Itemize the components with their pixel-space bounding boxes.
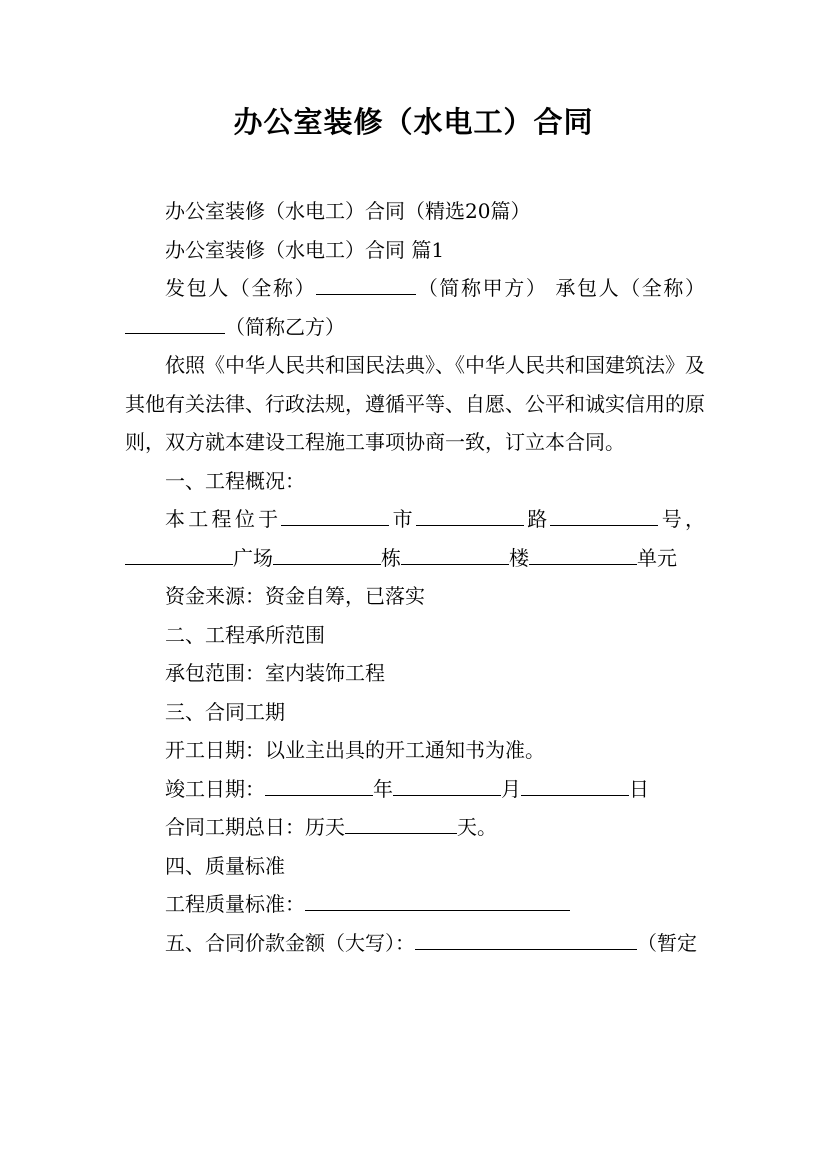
basis-paragraph: 依照《中华人民共和国民法典》、《中华人民共和国建筑法》及其他有关法律、行政法规，遵循平等、自愿、公平和诚实信用的原则，双方就本建设工程施工事项协商一致，订立本合同。 bbox=[125, 353, 705, 454]
section-heading: 办公室装修（水电工）合同 篇1 bbox=[165, 237, 445, 262]
parties-part2: （简称甲方） 承包人（全称） bbox=[416, 276, 706, 300]
completion-year: 年 bbox=[373, 776, 393, 801]
number-blank bbox=[550, 506, 658, 526]
plaza-blank bbox=[125, 545, 233, 565]
price-prefix: 五、合同价款金额（大写）： bbox=[165, 930, 415, 955]
building-blank bbox=[273, 545, 381, 565]
document-body bbox=[125, 192, 705, 962]
location-road: 路 bbox=[523, 507, 551, 531]
funding-line: 资金来源：资金自筹，已落实 bbox=[165, 584, 425, 608]
subtitle: 办公室装修（水电工）合同（精选20篇） bbox=[165, 199, 531, 223]
scope-line: 承包范围：室内装饰工程 bbox=[165, 661, 385, 685]
document-title: 办公室装修（水电工）合同 bbox=[233, 105, 594, 139]
contractor-blank bbox=[316, 275, 416, 295]
day-blank bbox=[521, 776, 629, 796]
price-suffix: （暂定 bbox=[637, 930, 697, 955]
location-paragraph bbox=[125, 500, 705, 577]
location-plaza: 广场 bbox=[233, 545, 273, 570]
location-number: 号， bbox=[658, 507, 706, 531]
quality-label: 工程质量标准： bbox=[165, 892, 305, 916]
price-blank bbox=[415, 930, 637, 950]
parties-part3: （简称乙方） bbox=[225, 314, 345, 339]
location-unit: 单元 bbox=[637, 545, 677, 570]
start-date-line: 开工日期：以业主出具的开工通知书为准。 bbox=[165, 738, 545, 762]
duration-prefix: 合同工期总日：历天 bbox=[165, 815, 345, 839]
completion-prefix: 竣工日期： bbox=[165, 776, 265, 801]
section-2-heading: 二、工程承所范围 bbox=[165, 622, 325, 647]
city-blank bbox=[281, 506, 389, 526]
location-prefix: 本工程位于 bbox=[165, 507, 282, 531]
duration-line bbox=[125, 808, 705, 847]
duration-blank bbox=[345, 814, 457, 834]
section-1-heading: 一、工程概况： bbox=[165, 468, 305, 493]
quality-blank bbox=[305, 891, 570, 911]
floor-blank bbox=[401, 545, 509, 565]
completion-day: 日 bbox=[629, 776, 649, 801]
road-blank bbox=[416, 506, 524, 526]
parties-part1: 发包人（全称） bbox=[165, 276, 317, 300]
section-3-heading: 三、合同工期 bbox=[165, 699, 285, 724]
contractee-blank bbox=[125, 314, 225, 334]
completion-date-line bbox=[125, 770, 705, 809]
year-blank bbox=[265, 776, 373, 796]
price-line bbox=[125, 924, 705, 963]
completion-month: 月 bbox=[501, 776, 521, 801]
quality-line bbox=[125, 885, 705, 924]
location-building: 栋 bbox=[381, 545, 401, 570]
unit-blank bbox=[529, 545, 637, 565]
duration-suffix: 天。 bbox=[457, 815, 497, 839]
parties-paragraph bbox=[125, 269, 705, 346]
location-floor: 楼 bbox=[509, 545, 529, 570]
location-city: 市 bbox=[389, 507, 416, 531]
section-4-heading: 四、质量标准 bbox=[165, 853, 285, 878]
month-blank bbox=[393, 776, 501, 796]
